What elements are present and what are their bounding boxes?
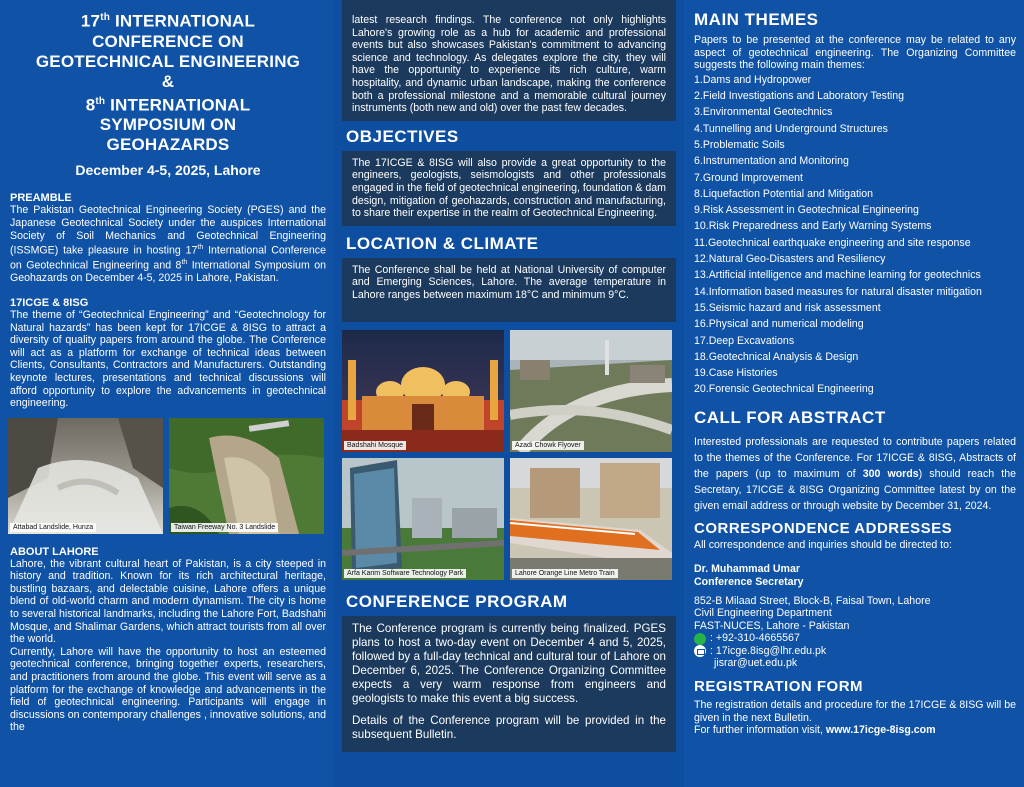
main-themes-intro: Papers to be presented at the conference may be related to any aspect of geotechnical engineering. The Organizing Committee suggests the following main themes: [694, 34, 1016, 72]
theme-item: 12.Natural Geo-Disasters and Resiliency [694, 253, 886, 266]
location-heading: LOCATION & CLIMATE [346, 233, 539, 253]
theme-item: 4.Tunnelling and Underground Structures [694, 122, 888, 135]
caption: Arfa Karim Software Technology Park [344, 569, 466, 578]
email-icon [694, 645, 706, 657]
registration-text: The registration details and procedure for the 17ICGE & 8ISG will be given in the next Bulletin. [694, 699, 1016, 724]
about-lahore-text-1: Lahore, the vibrant cultural heart of Pakistan, is a city steeped in history and tradition. Known for its rich architectural heritage, bustling bazaars, and delectable cuisine, Lahore offers a unique blend of old-world charm and modern dynamism. The city is home to several historical landmarks, including the Lahore Fort, Badshahi Mosque, and Shalimar Gardens, which attract tourists from all over the world. [10, 557, 326, 646]
theme-heading: 17ICGE & 8ISG [10, 296, 89, 309]
objectives-heading: OBJECTIVES [346, 126, 459, 146]
theme-text: The theme of “Geotechnical Engineering” and “Geotechnology for Natural hazards” has been kept for 17ICGE & 8ISG to attract a diversity of quality papers from around the globe. The Conference will act as a platform for exchange of technical ideas between Clients, Consultants, Contractors and Manufacturers. Outstanding keynote lectures, presentations and technical discussions will afford opportunity to explore the advancements in geotechnical engineering. [10, 308, 326, 410]
photo-azadi-chowk [510, 330, 672, 452]
call-for-abstract-heading: CALL FOR ABSTRACT [694, 407, 886, 427]
main-themes-heading: MAIN THEMES [694, 10, 819, 29]
caption: Lahore Orange Line Metro Train [512, 569, 618, 578]
address-line-3: FAST-NUCES, Lahore - Pakistan [694, 619, 850, 632]
conference-title: 17th INTERNATIONAL CONFERENCE ON GEOTECHNICAL ENGINEERING & 8th INTERNATIONAL SYMPOSIUM ON GEOHAZARDS [35, 11, 301, 155]
email-line [694, 645, 1016, 658]
theme-item: 9.Risk Assessment in Geotechnical Engineering [694, 204, 919, 217]
left-column [0, 0, 334, 787]
objectives-box [342, 151, 676, 226]
registration-website-line: For further information visit, www.17icge-8isg.com [694, 724, 936, 737]
theme-item: 16.Physical and numerical modeling [694, 318, 864, 331]
theme-item: 5.Problematic Soils [694, 138, 785, 151]
program-box [342, 616, 676, 752]
email-1[interactable]: : 17icge.8isg@lhr.edu.pk [710, 644, 827, 657]
about-lahore-heading: ABOUT LAHORE [10, 545, 99, 558]
photo-attabad-landslide [8, 418, 163, 534]
location-text: The Conference shall be held at National University of computer and Emerging Sciences, Lahore. The average temperature in Lahore ranges between maximum 18°C and minimum 9°C. [352, 263, 666, 301]
theme-item: 17.Deep Excavations [694, 334, 795, 347]
objectives-text: The 17ICGE & 8ISG will also provide a great opportunity to the engineers, geologists, seismologists and other professionals engaged in the field of geotechnical engineering, foundation & dam design, mitigation of geohazards, construction and manufacturing, to share their expertise in the realm of Geotechnical Engineering. [352, 156, 666, 220]
about-lahore-continued [342, 0, 676, 121]
theme-item: 8.Liquefaction Potential and Mitigation [694, 187, 874, 200]
middle-column [334, 0, 684, 787]
theme-item: 11.Geotechnical earthquake engineering and site response [694, 236, 971, 249]
correspondence-heading: CORRESPONDENCE ADDRESSES [694, 519, 953, 537]
address-line-1: 852-B Milaad Street, Block-B, Faisal Town, Lahore [694, 594, 931, 607]
conference-date: December 4-5, 2025, Lahore [75, 162, 261, 179]
caption: Azadi Chowk Flyover [512, 441, 584, 450]
registration-heading: REGISTRATION FORM [694, 678, 864, 696]
theme-item: 20.Forensic Geotechnical Engineering [694, 383, 874, 396]
phone-number: : +92-310-4665567 [710, 632, 800, 645]
program-heading: CONFERENCE PROGRAM [346, 591, 568, 611]
photo-arfa-karim-park [342, 458, 504, 580]
phone-line [694, 632, 1016, 645]
lahore-photos [342, 330, 684, 580]
main-themes-list [694, 72, 1016, 398]
program-text-1: The Conference program is currently being finalized. PGES plans to host a two-day event on December 4 and 5, 2025, followed by a full-day technical and cultural tour of Lahore on December 6, 2025. The Conference Organizing Committee expects a very warm response from engineers and geologists to make this event a big success. [352, 621, 666, 705]
email-line-2 [694, 657, 1016, 670]
about-lahore-text-2: Currently, Lahore will have the opportunity to host an esteemed geotechnical conference, bringing together experts, researchers, and practitioners from around the globe. This event will serve as a platform for the exchange of knowledge and advancements in the field of geotechnical engineering. Participants will engage in discussions on contemporary challenges , innovative solutions, and the [10, 645, 326, 734]
theme-item: 10.Risk Preparedness and Early Warning Systems [694, 220, 932, 233]
preamble-text: The Pakistan Geotechnical Engineering Society (PGES) and the Japanese Geotechnical Society under the auspices International Society of Soil Mechanics and Geotechnical Engineering (ISSMGE) take pleasure in hosting 17th International Conference on Geotechnical Engineering and 8th International Symposium on Geohazards on December 4-5, 2025 in Lahore, Pakistan. [10, 204, 326, 285]
theme-item: 18.Geotechnical Analysis & Design [694, 350, 859, 363]
theme-item: 13.Artificial intelligence and machine learning for geotechnics [694, 269, 981, 282]
call-for-abstract-text: Interested professionals are requested to contribute papers related to the themes of the Conference. For 17ICGE & 8ISG, Abstracts of the papers (up to maximum of 300 words) should reach the Secretary, 17ICGE & 8ISG Organizing Committee latest by on the given email address or through website by December 31, 2024. [694, 435, 1016, 512]
theme-item: 1.Dams and Hydropower [694, 73, 812, 86]
whatsapp-icon [694, 633, 706, 645]
location-box [342, 258, 676, 322]
theme-item: 15.Seismic hazard and risk assessment [694, 301, 881, 314]
photo-orange-line-metro [510, 458, 672, 580]
address-line-2: Civil Engineering Department [694, 607, 832, 620]
theme-item: 7.Ground Improvement [694, 171, 803, 184]
correspondence-intro: All correspondence and inquiries should be directed to: [694, 538, 952, 551]
contact-role: Conference Secretary [694, 575, 804, 588]
photo-badshahi-mosque [342, 330, 504, 452]
theme-item: 14.Information based measures for natural disaster mitigation [694, 285, 982, 298]
landslide-photos [8, 418, 326, 534]
caption: Taiwan Freeway No. 3 Landslide [171, 523, 278, 532]
theme-item: 3.Environmental Geotechnics [694, 106, 833, 119]
website-link[interactable]: www.17icge-8isg.com [825, 724, 936, 737]
program-text-2: Details of the Conference program will be provided in the subsequent Bulletin. [352, 713, 666, 741]
preamble-heading: PREAMBLE [10, 192, 72, 205]
theme-item: 19.Case Histories [694, 367, 778, 380]
caption: Badshahi Mosque [344, 441, 406, 450]
email-2[interactable]: jisrar@uet.edu.pk [714, 657, 798, 670]
theme-item: 2.Field Investigations and Laboratory Testing [694, 90, 905, 103]
photo-taiwan-landslide [169, 418, 324, 534]
theme-item: 6.Instrumentation and Monitoring [694, 155, 849, 168]
about-lahore-text-3: latest research findings. The conference not only highlights Lahore's growing role as a hub for academic and professional events but also showcases Pakistan's commitment to advancing science and technology. As delegates explore the city, they will have the opportunity to experience its rich culture, warm hospitality, and dynamic urban landscape, making the conference both a professional milestone and a memorable cultural journey instruments (both new and old) over the past few decades. [352, 14, 666, 115]
contact-name: Dr. Muhammad Umar [694, 563, 800, 576]
right-column [684, 0, 1024, 787]
caption: Attabad Landslide, Hunza [10, 523, 96, 532]
